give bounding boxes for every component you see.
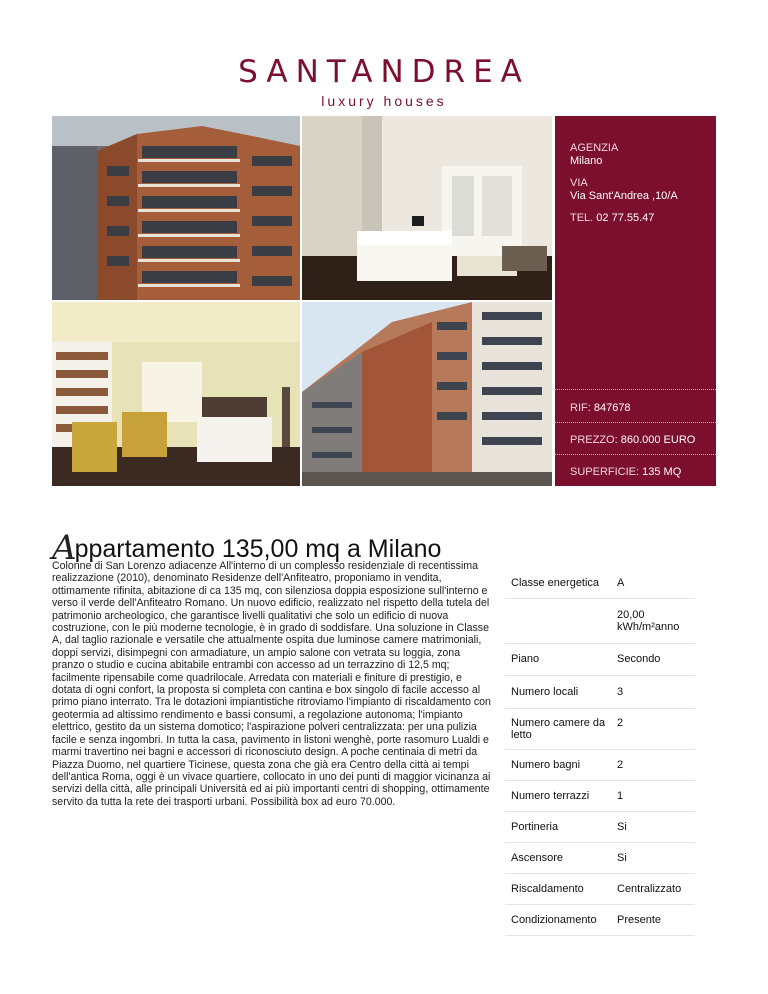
- price-label: PREZZO:: [570, 434, 618, 446]
- price-block: [570, 434, 710, 447]
- spec-label: Portineria: [511, 821, 559, 833]
- spec-row: [505, 843, 695, 874]
- spec-label: Piano: [511, 653, 540, 665]
- spec-row: [505, 781, 695, 812]
- spec-row: [505, 750, 695, 781]
- spec-value: 20,00 kWh/m²anno: [617, 609, 680, 633]
- spec-value: Centralizzato: [617, 883, 682, 895]
- divider: [555, 389, 716, 390]
- divider: [555, 454, 716, 455]
- spec-value: 2: [617, 759, 624, 771]
- street-value: Via Sant'Andrea ,10/A: [570, 190, 678, 202]
- specs-table: [505, 568, 695, 936]
- brand-name: SANTANDREA: [238, 54, 530, 90]
- spec-row: [505, 812, 695, 843]
- spec-label: Classe energetica: [511, 577, 600, 589]
- ref-label: RIF:: [570, 402, 591, 414]
- spec-row: [505, 644, 695, 676]
- street-block: [570, 177, 710, 203]
- spec-label: Numero bagni: [511, 759, 581, 771]
- listing-description: Colonne di San Lorenzo adiacenze All'interno di un complesso residenziale di recentissima realizzazione (2010), denominato Residenze dell'Anfiteatro, proponiamo in vendita, ottimamente rifinita, abitazione di ca 135 mq, con silenziosa doppia esposizione sull'interno e verso il verde dell'Anfiteatro Romano. Un nuovo edificio, realizzato nel rispetto della tutela del patrimonio archeologico, che garantisce livelli qualitativi che solo un edificio di nuova costruzione, con le più moderne tecnologie, è in grado di soddisfare. Una soluzione in Classe A, dal taglio razionale e versatile che attualmente ospita due luminose camere matrimoniali, doppi servizi, disimpegni con armadiature, un ampio salone con vetrata su loggia, zona pranzo o studio e cucina abitabile entrambi con accesso ad un terrazzino di 12,5 mq; facilmente ripensabile come quadrilocale. Arredata con materiali e finiture di prestigio, e dotata di ogni confort, la proposta si completa con cantina e box singolo di facile accesso al primo piano interrato. Tra le dotazioni impiantistiche ritroviamo l'impianto di riscaldamento con geotermia ad altissimo rendimento e bassi consumi, a regolazione autonoma; l'impianto elettrico, gestito da un sistema domotico; l'aspirazione polveri centralizzata: per una pulizia facile e senza ingombri. In tutta la casa, pavimento in listoni wenghè, porte rasomuro Lualdi e marmi travertino nei bagni e accessori di riconosciuto design. A poche centinaia di metri da Piazza Duomo, nel quartiere Ticinese, questa zona che già era Centro della città ai tempi dell'antica Roma, oggi è un vivace quartiere, collocato in uno dei punti di maggior vicinanza ai servizi della città, alle principali Università ed ai più importanti centri di shopping, ottimamente servito da tutta la rete dei trasporti urbani. Possibilità box ad euro 70.000.: [52, 560, 491, 808]
- logo: [0, 54, 768, 109]
- spec-row: [505, 709, 695, 750]
- agency-info-panel: [555, 116, 716, 486]
- tel-value[interactable]: 02 77.55.47: [596, 212, 655, 224]
- spec-label: [505, 609, 617, 633]
- spec-label: Ascensore: [511, 852, 563, 864]
- agency-label: AGENZIA: [570, 142, 619, 154]
- street-label: VIA: [570, 177, 588, 189]
- spec-label: Numero locali: [511, 686, 579, 698]
- spec-label: Numero camere da letto: [511, 717, 606, 741]
- ref-value: 847678: [593, 402, 631, 414]
- spec-label: Riscaldamento: [511, 883, 584, 895]
- spec-row: [505, 568, 695, 599]
- spec-value: Secondo: [617, 653, 661, 665]
- photo-library-room[interactable]: [52, 302, 300, 486]
- spec-value: Presente: [617, 914, 662, 926]
- divider: [555, 422, 716, 423]
- tel-block: [570, 212, 710, 225]
- area-block: [570, 466, 710, 479]
- title-initial: A: [52, 528, 77, 568]
- spec-label: Condizionamento: [511, 914, 597, 926]
- spec-value: 2: [617, 717, 624, 729]
- spec-value: 1: [617, 790, 624, 802]
- spec-row: [505, 905, 695, 936]
- price-value: 860.000 EURO: [620, 434, 696, 446]
- tel-label: TEL.: [570, 212, 594, 224]
- area-label: SUPERFICIE:: [570, 466, 640, 478]
- brand-tagline: luxury houses: [321, 93, 447, 109]
- photo-living-room[interactable]: [302, 116, 552, 300]
- spec-row: [505, 676, 695, 709]
- photo-gallery: [52, 116, 552, 486]
- photo-building-facade[interactable]: [52, 116, 300, 300]
- spec-value: 3: [617, 686, 624, 698]
- spec-label: Numero terrazzi: [511, 790, 590, 802]
- title-text: ppartamento 135,00 mq a Milano: [74, 535, 442, 563]
- spec-value: Si: [617, 821, 627, 833]
- ref-block: [570, 402, 710, 415]
- photo-building-exterior[interactable]: [302, 302, 552, 486]
- area-value: 135 MQ: [642, 466, 682, 478]
- spec-row: [505, 599, 695, 644]
- agency-block: [570, 142, 710, 168]
- agency-value: Milano: [570, 155, 603, 167]
- spec-value: Si: [617, 852, 627, 864]
- spec-row: [505, 874, 695, 905]
- spec-value: A: [617, 577, 625, 589]
